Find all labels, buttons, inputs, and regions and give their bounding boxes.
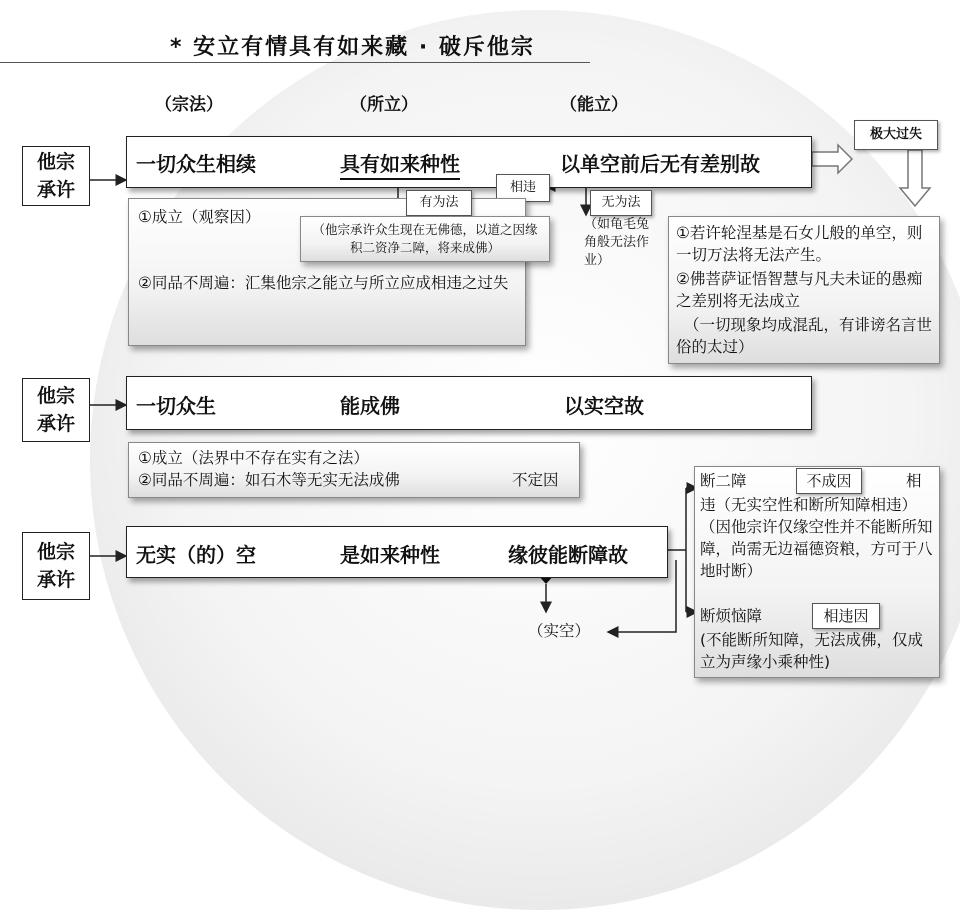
thesis-row3-nengli: 缘彼能断障故	[508, 543, 628, 567]
thesis-row3-suoli: 是如来种性	[340, 543, 440, 567]
row1-left-item2: ②同品不周遍：汇集他宗之能立与所立应成相违之过失	[138, 274, 509, 292]
column-header-zongfa: （宗法）	[155, 95, 223, 115]
thesis-row2-zongfa: 一切众生	[136, 394, 216, 418]
thesis-row2	[126, 376, 812, 430]
thesis-row3-zongfa: 无实（的）空	[136, 543, 256, 567]
column-header-suoli: （所立）	[350, 95, 418, 115]
thesis-row2-nengli: 以实空故	[564, 394, 644, 418]
row2-result: 不定因	[512, 471, 559, 489]
side-label-row2: 他宗承许	[22, 378, 90, 442]
unconditioned-note: （如龟毛兔角般无法作业）	[584, 217, 650, 268]
thesis-row1-zongfa: 一切众生相续	[136, 152, 256, 176]
row1-left-item1: ①成立（观察因）	[138, 208, 261, 226]
thesis-row1-nengli: 以单空前后无有差别故	[560, 152, 760, 176]
row3-contradict-word: 相	[906, 472, 922, 490]
page-title: * 安立有情具有如来藏 · 破斥他宗	[170, 35, 535, 60]
row1-right-note: （一切现象均成混乱，有诽谤名言世俗的太过）	[676, 316, 933, 356]
row3-explain2: (不能断所知障，无法成佛，仅成立为声缘小乘种性)	[700, 631, 924, 671]
real-empty-label: （实空）	[528, 622, 591, 640]
thesis-row2-suoli: 能成佛	[340, 394, 400, 418]
row2-item2: ②同品不周遍：如石木等无实无法成佛	[138, 471, 400, 489]
side-label-row1: 他宗承许	[22, 146, 90, 206]
conditioned-box: 有为法	[406, 190, 472, 216]
row2-item1: ①成立（法界中不存在实有之法）	[138, 449, 369, 467]
side-label-row3: 他宗承许	[22, 532, 90, 600]
row3-cut-afflictions: 断烦恼障	[700, 607, 763, 625]
column-header-nengli: （能立）	[560, 95, 628, 115]
unconditioned-box: 无为法	[590, 190, 652, 216]
great-fault-box: 极大过失	[854, 120, 938, 150]
row1-left-note: （他宗承许众生现在无佛德，以道之因缘积二资净二障，将来成佛）	[300, 216, 550, 262]
contradiction-box: 相违	[496, 174, 550, 202]
row1-right-item2: ②佛菩萨证悟智慧与凡夫未证的愚痴之差别将无法成立	[676, 270, 923, 310]
thesis-row1-suoli: 具有如来种性	[340, 148, 460, 180]
not-established-box: 不成因	[796, 468, 862, 494]
row3-explain1: 违（无实空性和断所知障相违）（因他宗许仅缘空性并不能断所知障，尚需无边福德资粮，方可于八地时断）	[700, 496, 933, 580]
row1-right-item1: ①若许轮涅基是石女儿般的单空，则一切万法将无法产生。	[676, 224, 923, 264]
contradictory-reason-box: 相违因	[812, 603, 880, 629]
row3-cut-two: 断二障	[700, 472, 747, 490]
